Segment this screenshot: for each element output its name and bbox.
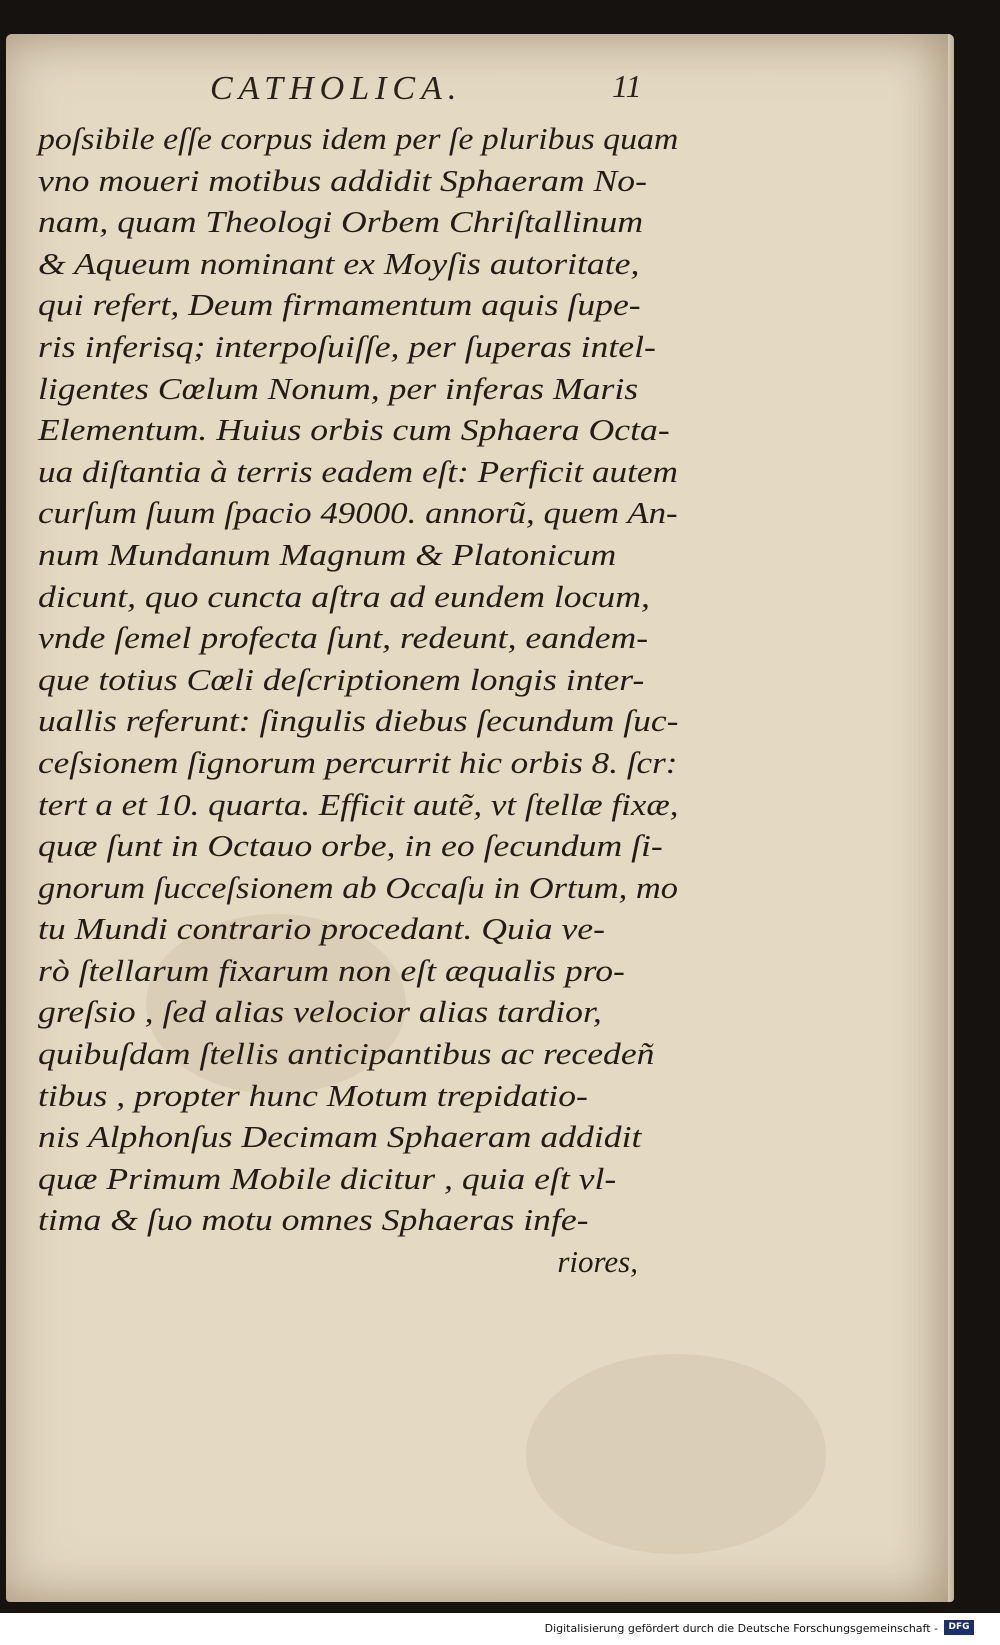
catchword: riores, [557, 1244, 638, 1280]
text-line: rò ſtellarum fixarum non eſt æqualis pro- [38, 952, 625, 988]
text-line: ceſsionem ſignorum percurrit hic orbis 8. ſcr: [38, 744, 678, 780]
dfg-logo: DFG [944, 1620, 974, 1635]
funding-credit: Digitalisierung gefördert durch die Deutsche Forschungsgemeinschaft - [544, 1622, 938, 1635]
text-line: & Aqueum nominant ex Moyſis autoritate, [38, 245, 640, 281]
text-line: nis Alphonſus Decimam Sphaeram addidit [38, 1119, 642, 1155]
text-line: que totius Cœli deſcriptionem longis inter- [38, 661, 645, 697]
page-edge [948, 34, 954, 1602]
text-line: uallis referunt: ſingulis diebus ſecundum ſuc- [38, 703, 679, 739]
page-number: 11 [612, 68, 642, 104]
running-head: CATHOLICA. [210, 70, 463, 107]
text-line: tibus , propter hunc Motum trepidatio- [38, 1077, 588, 1113]
text-line: nam, quam Theologi Orbem Chriſtallinum [38, 204, 644, 240]
text-line: poſsibile eſſe corpus idem per ſe pluribus quam [38, 121, 679, 156]
text-line: num Mundanum Magnum & Platonicum [38, 536, 617, 572]
text-line: quibuſdam ſtellis anticipantibus ac recedeñ [38, 1036, 655, 1072]
text-line: Elementum. Huius orbis cum Sphaera Octa- [38, 412, 670, 448]
paper-stain [526, 1354, 826, 1554]
text-line: vnde ſemel profecta ſunt, redeunt, eandem- [38, 620, 649, 656]
text-line: ligentes Cœlum Nonum, per inferas Maris [38, 370, 639, 406]
text-line: quæ ſunt in Octauo orbe, in eo ſecundum ſi- [38, 828, 663, 864]
text-line: vno moueri motibus addidit Sphaeram No- [38, 162, 647, 198]
text-line: qui refert, Deum firmamentum aquis ſupe- [38, 287, 641, 323]
text-line: greſsio , ſed alias velocior alias tardior, [38, 994, 602, 1030]
text-line: ris inferisq; interpoſuiſſe, per ſuperas intel- [38, 328, 656, 364]
footer-bar [0, 1613, 1000, 1645]
text-line: curſum ſuum ſpacio 49000. annorũ, quem An- [38, 495, 678, 531]
body-text [38, 118, 678, 1283]
text-line: quæ Primum Mobile dicitur , quia eſt vl- [38, 1160, 617, 1196]
text-line: gnorum ſucceſsionem ab Occaſu in Ortum, mo [38, 869, 678, 905]
text-line: tima & ſuo motu omnes Sphaeras infe- [38, 1202, 589, 1238]
text-line: tert a et 10. quarta. Efficit autẽ, vt ſtellæ fixæ, [38, 786, 679, 822]
text-line: dicunt, quo cuncta aſtra ad eundem locum, [38, 578, 650, 614]
text-line: tu Mundi contrario procedant. Quia ve- [38, 911, 606, 947]
text-line: ua diſtantia à terris eadem eſt: Perficit autem [38, 453, 678, 489]
